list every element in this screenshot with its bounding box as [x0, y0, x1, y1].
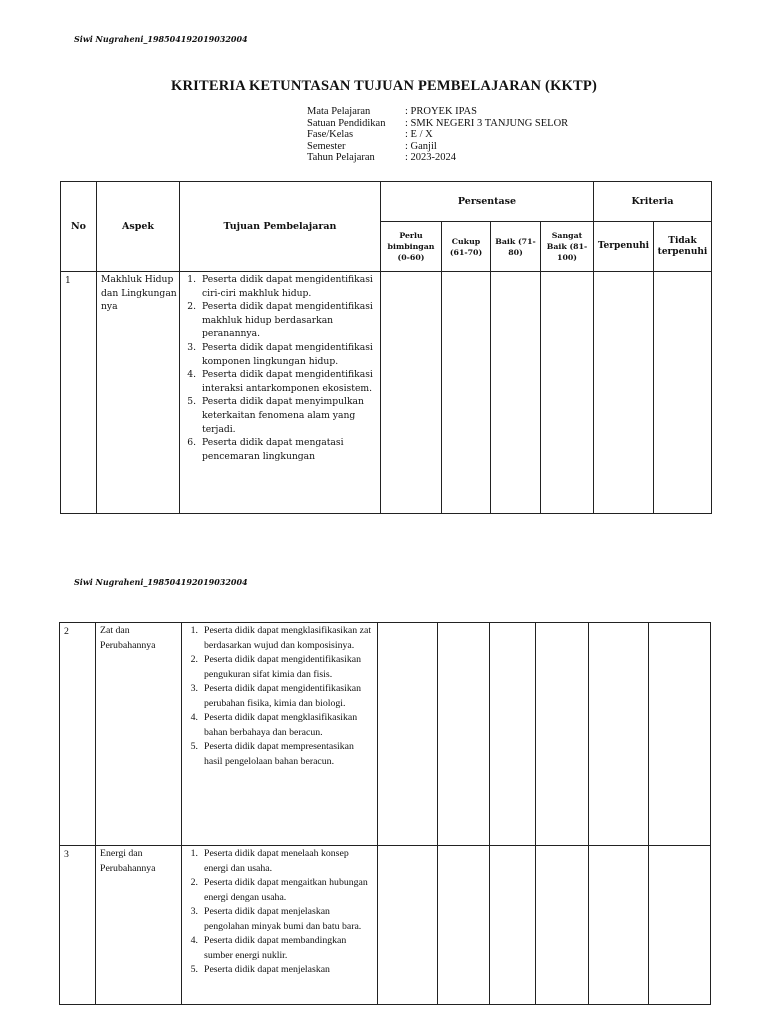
document-page-2	[0, 560, 768, 1024]
header-tidak-terpenuhi: Tidak terpenuhi	[654, 222, 712, 272]
item-number: 3.	[190, 906, 198, 917]
cell-tidak-terpenuhi	[649, 623, 711, 846]
item-text: Peserta didik dapat membandingkan sumber energi nuklir.	[204, 935, 347, 961]
item-text: Peserta didik dapat menjelaskan	[204, 964, 330, 975]
cell-terpenuhi	[589, 623, 649, 846]
item-number: 3.	[187, 341, 196, 353]
cell-terpenuhi	[594, 272, 654, 514]
info-key: Semester	[307, 140, 346, 152]
cell-tidak-terpenuhi	[654, 272, 712, 514]
item-number: 5.	[190, 964, 198, 975]
info-key: Fase/Kelas	[307, 129, 354, 141]
item-number: 5.	[187, 396, 196, 408]
info-value: : E / X	[405, 129, 433, 141]
list-item	[182, 740, 373, 769]
header-terpenuhi: Terpenuhi	[594, 222, 654, 272]
item-text: Peserta didik dapat mengidentifikasi interaksi antarkomponen ekosistem.	[202, 369, 373, 394]
info-key: Satuan Pendidikan	[307, 117, 386, 129]
tujuan-list	[182, 624, 373, 769]
table-row	[60, 623, 711, 846]
row-aspek: Zat dan Perubahannya	[96, 623, 182, 846]
kktp-table-continued	[59, 622, 711, 1005]
list-item	[182, 847, 373, 876]
table-row	[60, 846, 711, 1005]
header-sangat-baik: Sangat Baik (81-100)	[541, 222, 594, 272]
table-row	[61, 272, 712, 514]
list-item	[182, 934, 373, 963]
cell-cukup	[438, 623, 490, 846]
cell-baik	[490, 846, 536, 1005]
item-text: Peserta didik dapat mengatasi pencemaran lingkungan	[202, 437, 344, 462]
document-info	[307, 106, 568, 164]
item-text: Peserta didik dapat mengidentifikasikan perubahan fisika, kimia dan biologi.	[204, 683, 361, 709]
list-item	[180, 436, 376, 463]
list-item	[180, 273, 376, 300]
item-text: Peserta didik dapat mengklasifikasikan zat berdasarkan wujud dan komposisinya.	[204, 625, 372, 651]
list-item	[182, 682, 373, 711]
cell-cukup	[438, 846, 490, 1005]
item-text: Peserta didik dapat mempresentasikan hasil pengelolaan bahan beracun.	[204, 741, 354, 767]
item-text: Peserta didik dapat mengidentifikasi makhluk hidup berdasarkan peranannya.	[202, 301, 373, 340]
info-value: : 2023-2024	[405, 152, 457, 164]
item-number: 4.	[187, 369, 196, 381]
item-number: 2.	[187, 301, 196, 313]
row-tujuan	[180, 272, 381, 514]
header-perlu-bimbingan: Perlu bimbingan (0-60)	[381, 222, 442, 272]
cell-tidak-terpenuhi	[649, 846, 711, 1005]
cell-sangat-baik	[541, 272, 594, 514]
list-item	[180, 368, 376, 395]
row-number: 1	[61, 272, 97, 514]
cell-perlu-bimbingan	[378, 623, 438, 846]
cell-baik	[491, 272, 541, 514]
item-text: Peserta didik dapat menjelaskan pengolahan minyak bumi dan batu bara.	[204, 906, 362, 932]
item-number: 1.	[190, 848, 198, 859]
info-value: : PROYEK IPAS	[405, 106, 477, 117]
list-item	[182, 905, 373, 934]
cell-perlu-bimbingan	[378, 846, 438, 1005]
cell-perlu-bimbingan	[381, 272, 442, 514]
item-number: 2.	[190, 877, 198, 888]
author-header: Siwi Nugraheni_198504192019032004	[74, 34, 248, 44]
list-item	[182, 876, 373, 905]
list-item	[182, 711, 373, 740]
info-value: : Ganjil	[405, 140, 437, 152]
header-aspek: Aspek	[97, 182, 180, 272]
list-item	[182, 653, 373, 682]
info-row	[307, 106, 568, 118]
list-item	[182, 963, 373, 978]
header-cukup: Cukup (61-70)	[442, 222, 491, 272]
row-number: 3	[60, 846, 96, 1005]
item-text: Peserta didik dapat mengidentifikasi ciri-ciri makhluk hidup.	[202, 274, 373, 299]
item-number: 4.	[190, 935, 198, 946]
item-number: 5.	[190, 741, 198, 752]
info-row	[307, 141, 568, 153]
cell-sangat-baik	[536, 623, 589, 846]
info-row	[307, 118, 568, 130]
item-number: 2.	[190, 654, 198, 665]
info-key: Mata Pelajaran	[307, 106, 371, 117]
cell-baik	[490, 623, 536, 846]
item-number: 4.	[190, 712, 198, 723]
info-value: : SMK NEGERI 3 TANJUNG SELOR	[405, 117, 569, 129]
tujuan-list	[182, 847, 373, 978]
item-number: 6.	[187, 437, 196, 449]
item-number: 3.	[190, 683, 198, 694]
header-kriteria: Kriteria	[594, 182, 712, 222]
item-text: Peserta didik dapat menelaah konsep energi dan usaha.	[204, 848, 349, 874]
header-tujuan: Tujuan Pembelajaran	[180, 182, 381, 272]
item-text: Peserta didik dapat menyimpulkan keterkaitan fenomena alam yang terjadi.	[202, 396, 364, 435]
item-text: Peserta didik dapat mengaitkan hubungan energi dengan usaha.	[204, 877, 368, 903]
item-number: 1.	[190, 625, 198, 636]
item-text: Peserta didik dapat mengklasifikasikan bahan berbahaya dan beracun.	[204, 712, 358, 738]
list-item	[182, 624, 373, 653]
row-aspek: Makhluk Hidup dan Lingkungannya	[97, 272, 180, 514]
tujuan-list	[180, 273, 376, 463]
header-no: No	[61, 182, 97, 272]
cell-sangat-baik	[536, 846, 589, 1005]
row-tujuan	[182, 623, 378, 846]
list-item	[180, 300, 376, 341]
item-number: 1.	[187, 274, 196, 285]
kktp-table	[60, 181, 712, 514]
row-number: 2	[60, 623, 96, 846]
header-persentase: Persentase	[381, 182, 594, 222]
info-row	[307, 152, 568, 164]
info-row	[307, 129, 568, 141]
row-tujuan	[182, 846, 378, 1005]
author-header: Siwi Nugraheni_198504192019032004	[74, 577, 248, 587]
item-text: Peserta didik dapat mengidentifikasikan pengukuran sifat kimia dan fisis.	[204, 654, 361, 680]
header-row	[61, 182, 712, 222]
document-title: KRITERIA KETUNTASAN TUJUAN PEMBELAJARAN (KKTP)	[171, 78, 597, 94]
cell-cukup	[442, 272, 491, 514]
header-baik: Baik (71-80)	[491, 222, 541, 272]
info-key: Tahun Pelajaran	[307, 152, 375, 164]
cell-terpenuhi	[589, 846, 649, 1005]
item-text: Peserta didik dapat mengidentifikasi komponen lingkungan hidup.	[202, 341, 373, 367]
list-item	[180, 341, 376, 368]
list-item	[180, 395, 376, 436]
row-aspek: Energi dan Perubahannya	[96, 846, 182, 1005]
